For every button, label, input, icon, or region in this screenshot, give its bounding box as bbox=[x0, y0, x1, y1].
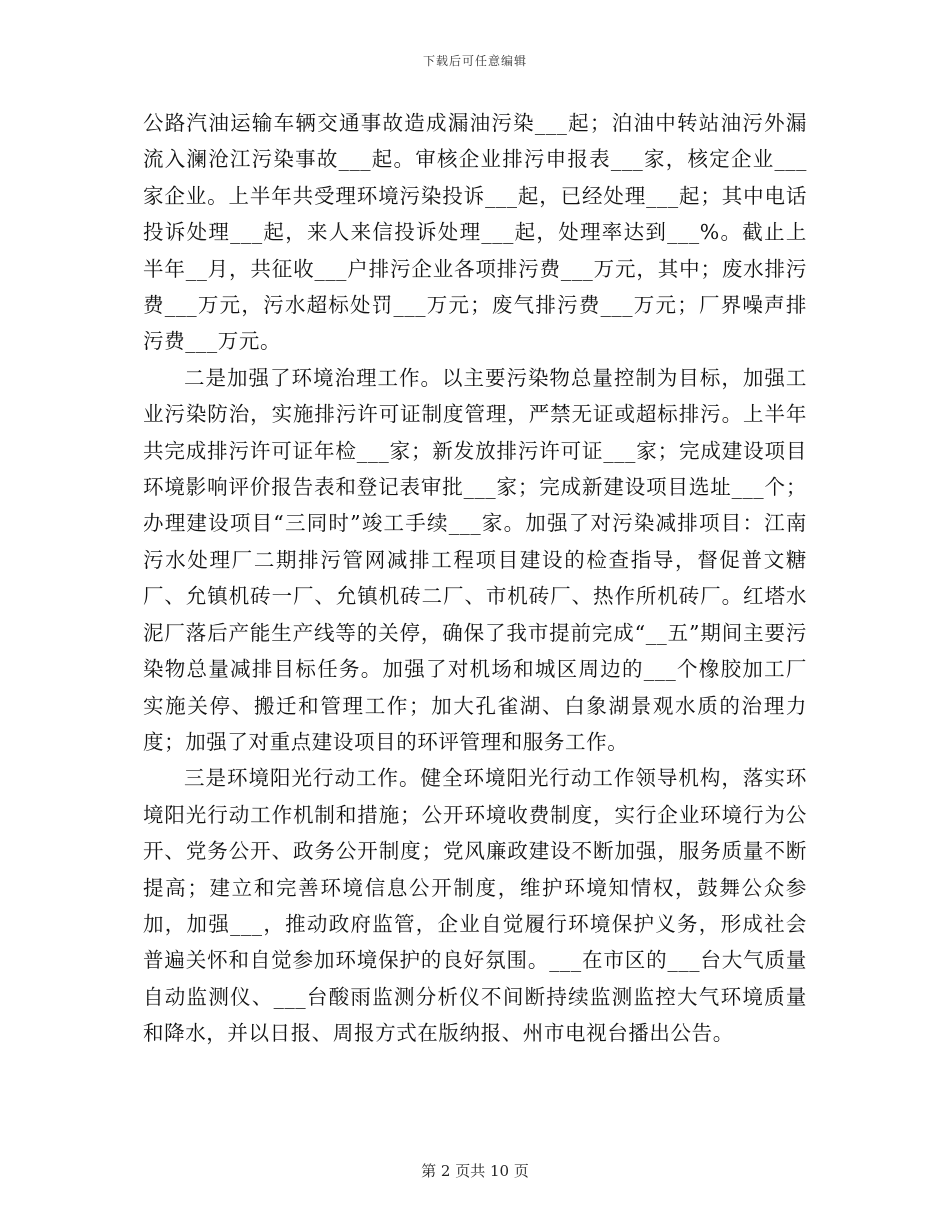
paragraph-continued: 公路汽油运输车辆交通事故造成漏油污染___起；泊油中转站油污外漏流入澜沧江污染事故___起。审核企业排污申报表___家，核定企业___家企业。上半年共受理环境污染投诉___起，已经处理___起；其中电话投诉处理___起，来人来信投诉处理___起，处理率达到___%。截止上半年__月，共征收___户排污企业各项排污费___万元，其中；废水排污费___万元，污水超标处罚___万元；废气排污费___万元；厂界噪声排污费___万元。 bbox=[143, 111, 807, 354]
page-number: 第 2 页共 10 页 bbox=[421, 1162, 529, 1180]
paragraph-sunshine-action: 三是环境阳光行动工作。健全环境阳光行动工作领导机构，落实环境阳光行动工作机制和措施；公开环境收费制度，实行企业环境行为公开、党务公开、政务公开制度；党风廉政建设不断加强，服务质量不断提高；建立和完善环境信息公开制度，维护环境知情权，鼓舞公众参加，加强___，推动政府监管，企业自觉履行环境保护义务，形成社会普遍关怀和自觉参加环境保护的良好氛围。___在市区的___台大气质量自动监测仪、___台酸雨监测分析仪不间断持续监测监控大气环境质量和降水，并以日报、周报方式在版纳报、州市电视台播出公告。 bbox=[143, 766, 807, 1046]
paragraph-environmental-governance: 二是加强了环境治理工作。以主要污染物总量控制为目标，加强工业污染防治，实施排污许可证制度管理，严禁无证或超标排污。上半年共完成排污许可证年检___家；新发放排污许可证___家；完成建设项目环境影响评价报告表和登记表审批___家；完成新建设项目选址___个；办理建设项目“三同时”竣工手续___家。加强了对污染减排项目：江南污水处理厂二期排污管网减排工程项目建设的检查指导，督促普文糖厂、允镇机砖一厂、允镇机砖二厂、市机砖厂、热作所机砖厂。红塔水泥厂落后产能生产线等的关停，确保了我市提前完成“__五”期间主要污染物总量减排目标任务。加强了对机场和城区周边的___个橡胶加工厂实施关停、搬迁和管理工作；加大孔雀湖、白象湖景观水质的治理力度；加强了对重点建设项目的环评管理和服务工作。 bbox=[143, 365, 807, 754]
page-header-note: 下载后可任意编辑 bbox=[422, 54, 527, 68]
document-body bbox=[143, 105, 807, 1052]
